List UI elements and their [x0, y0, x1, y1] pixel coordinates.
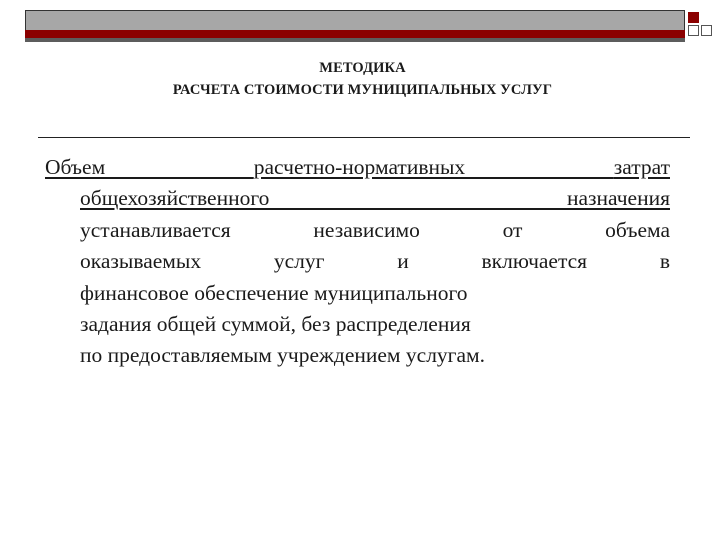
paragraph-line-4: оказываемых услуг и включается в — [80, 249, 670, 274]
header-grey-stripe — [25, 38, 685, 42]
body-paragraph — [45, 152, 670, 372]
paragraph-line-7: по предоставляемым учреждением услугам. — [80, 343, 486, 368]
corner-square-right — [701, 25, 712, 36]
paragraph-line-2 — [45, 183, 670, 214]
term-objem: Объем — [45, 155, 254, 179]
corner-square-left — [688, 25, 699, 36]
term-raschetno: расчетно-нормативных — [253, 155, 614, 179]
paragraph-line-5: финансовое обеспечение муниципального — [80, 280, 468, 305]
slide-title — [60, 57, 665, 101]
corner-square-red — [688, 12, 699, 23]
term-zatrat: затрат — [613, 155, 670, 179]
paragraph-line-1 — [45, 152, 670, 183]
title-divider — [38, 137, 690, 138]
header-band — [25, 10, 685, 32]
term-naznacheniya: назначения — [567, 186, 670, 211]
title-line-2: РАСЧЕТА СТОИМОСТИ МУНИЦИПАЛЬНЫХ УСЛУГ — [172, 82, 553, 98]
term-obshchekhoz: общехозяйственного — [80, 186, 567, 211]
header-red-stripe — [25, 30, 685, 38]
title-line-1: МЕТОДИКА — [319, 60, 406, 76]
paragraph-line-6: задания общей суммой, без распределения — [80, 312, 471, 337]
paragraph-line-3: устанавливается независимо от объема — [80, 217, 670, 242]
